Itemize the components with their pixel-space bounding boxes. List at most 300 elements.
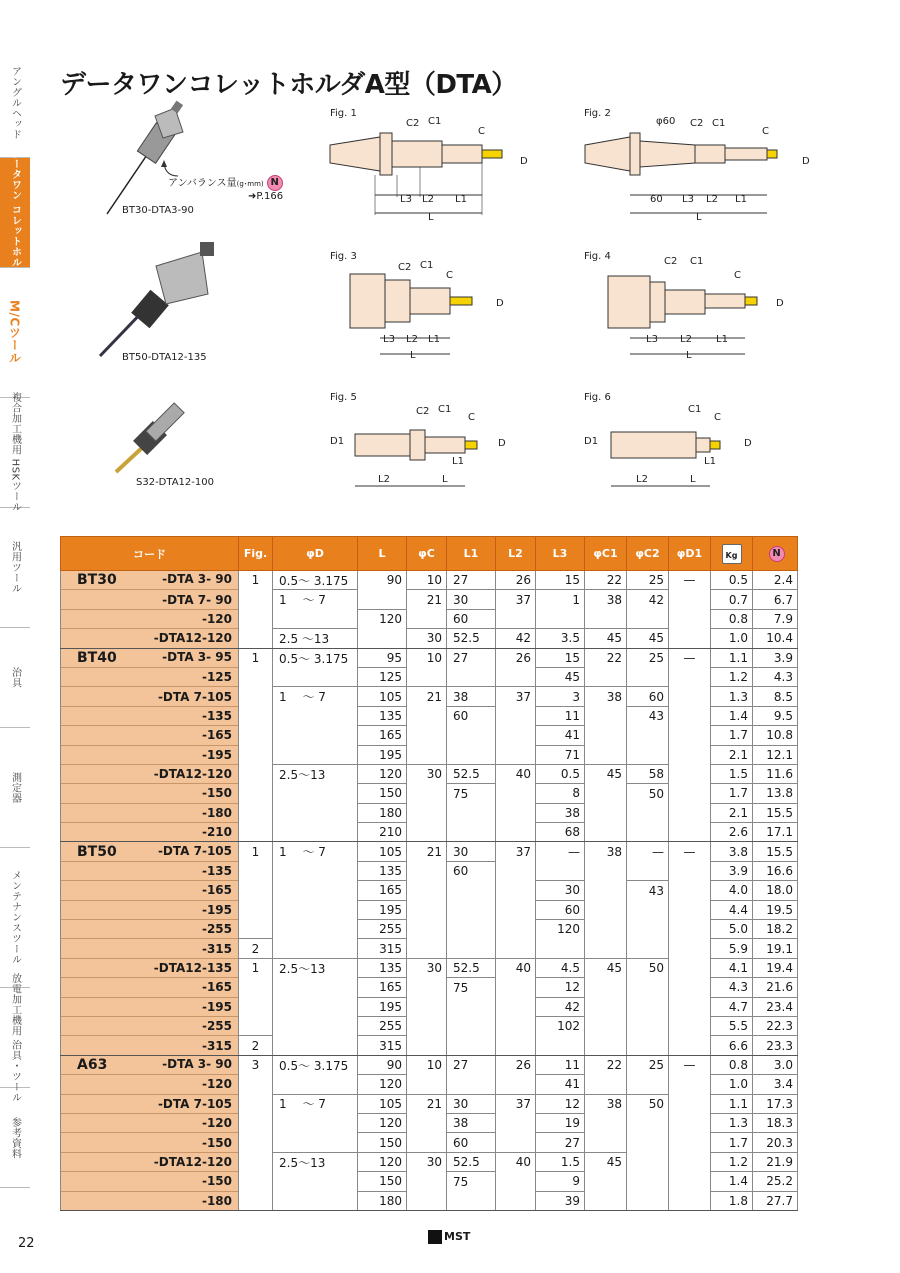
cell-l3: 1.5 bbox=[536, 1152, 585, 1171]
table-row bbox=[61, 803, 798, 822]
side-tab-2[interactable] bbox=[0, 268, 30, 398]
cell-c1 bbox=[585, 609, 627, 628]
cell-c1 bbox=[585, 745, 627, 764]
cell-fig bbox=[239, 629, 273, 648]
cell-L: 90 bbox=[358, 1055, 407, 1074]
cell-fig: 2 bbox=[239, 939, 273, 958]
cell-l1: 75 bbox=[447, 784, 496, 803]
cell-c: 30 bbox=[407, 1152, 447, 1171]
side-tab-3[interactable] bbox=[0, 392, 30, 513]
cell-d: 0.5～ 3.175 bbox=[273, 571, 358, 590]
fig2-phi60: φ60 bbox=[656, 116, 676, 127]
cell-n: 20.3 bbox=[753, 1133, 798, 1152]
cell-l2 bbox=[496, 920, 536, 939]
cell-code: -DTA 7-105 bbox=[61, 687, 239, 706]
cell-c2: 50 bbox=[627, 958, 669, 977]
table-row bbox=[61, 1016, 798, 1035]
cell-kg: 1.2 bbox=[711, 667, 753, 686]
side-tab-1[interactable] bbox=[0, 147, 30, 278]
cell-d bbox=[273, 920, 358, 939]
cell-c bbox=[407, 726, 447, 745]
side-tab-8[interactable] bbox=[0, 972, 30, 1103]
col-c: φC bbox=[407, 537, 447, 571]
cell-l1 bbox=[447, 726, 496, 745]
fig3-c: C bbox=[446, 270, 453, 281]
cell-fig bbox=[239, 920, 273, 939]
product-photo-s32 bbox=[110, 398, 200, 476]
fig5-l1: L1 bbox=[452, 456, 464, 467]
cell-d1: — bbox=[669, 571, 711, 590]
cell-n: 21.6 bbox=[753, 978, 798, 997]
table-row bbox=[61, 667, 798, 686]
cell-kg: 1.1 bbox=[711, 1094, 753, 1113]
cell-L: 90 bbox=[358, 571, 407, 590]
table-row bbox=[61, 1075, 798, 1094]
cell-n: 7.9 bbox=[753, 609, 798, 628]
cell-kg: 4.0 bbox=[711, 881, 753, 900]
fig-label-6: Fig. 6 bbox=[584, 392, 611, 403]
cell-d1 bbox=[669, 958, 711, 977]
table-row bbox=[61, 745, 798, 764]
cell-c1: 38 bbox=[585, 590, 627, 609]
cell-c1 bbox=[585, 939, 627, 958]
cell-l1 bbox=[447, 997, 496, 1016]
cell-code: BT50 -DTA 7-105 bbox=[61, 842, 239, 861]
cell-code: -150 bbox=[61, 1133, 239, 1152]
cell-d bbox=[273, 784, 358, 803]
cell-d1 bbox=[669, 590, 711, 609]
cell-n: 12.1 bbox=[753, 745, 798, 764]
cell-d: 2.5 ～13 bbox=[273, 629, 358, 648]
cell-d bbox=[273, 803, 358, 822]
cell-c1 bbox=[585, 920, 627, 939]
cell-c1 bbox=[585, 978, 627, 997]
cell-n: 10.8 bbox=[753, 726, 798, 745]
cell-c1 bbox=[585, 1036, 627, 1055]
cell-c2 bbox=[627, 1191, 669, 1210]
cell-l1 bbox=[447, 1036, 496, 1055]
cell-c2 bbox=[627, 920, 669, 939]
fig6-c1: C1 bbox=[688, 404, 702, 415]
cell-l1 bbox=[447, 803, 496, 822]
cell-c bbox=[407, 706, 447, 725]
cell-kg: 1.4 bbox=[711, 706, 753, 725]
cell-kg: 4.1 bbox=[711, 958, 753, 977]
cell-code: -150 bbox=[61, 784, 239, 803]
logo-mark-icon bbox=[428, 1230, 442, 1244]
fig6-l: L bbox=[690, 474, 696, 485]
side-tab-5[interactable] bbox=[0, 628, 30, 728]
cell-code: BT40 -DTA 3- 95 bbox=[61, 648, 239, 667]
cell-c2 bbox=[627, 1152, 669, 1171]
cell-code: -135 bbox=[61, 706, 239, 725]
cell-fig bbox=[239, 784, 273, 803]
cell-l3: 27 bbox=[536, 1133, 585, 1152]
cell-code: -125 bbox=[61, 667, 239, 686]
table-row bbox=[61, 1113, 798, 1132]
cell-l3: 120 bbox=[536, 920, 585, 939]
cell-code: -120 bbox=[61, 1113, 239, 1132]
photo-caption-s32: S32-DTA12-100 bbox=[136, 477, 214, 488]
cell-l2 bbox=[496, 823, 536, 842]
cell-d bbox=[273, 706, 358, 725]
col-l3: L3 bbox=[536, 537, 585, 571]
cell-d bbox=[273, 1133, 358, 1152]
cell-L: 150 bbox=[358, 1172, 407, 1191]
page-reference: ➜P.166 bbox=[248, 191, 284, 202]
cell-l1: 75 bbox=[447, 978, 496, 997]
cell-d bbox=[273, 978, 358, 997]
cell-l3: 30 bbox=[536, 881, 585, 900]
cell-L: 120 bbox=[358, 609, 407, 628]
fig-6-diagram bbox=[596, 410, 761, 490]
cell-c2: 25 bbox=[627, 648, 669, 667]
cell-d1 bbox=[669, 920, 711, 939]
product-photo-bt50 bbox=[92, 238, 222, 360]
cell-kg: 2.6 bbox=[711, 823, 753, 842]
cell-d1 bbox=[669, 1036, 711, 1055]
cell-l1 bbox=[447, 823, 496, 842]
cell-c: 21 bbox=[407, 687, 447, 706]
fig3-d: D bbox=[496, 298, 504, 309]
cell-d1 bbox=[669, 900, 711, 919]
page-title: データワンコレットホルダA型（DTA） bbox=[60, 70, 517, 100]
cell-d1 bbox=[669, 881, 711, 900]
fig4-l: L bbox=[686, 350, 692, 361]
cell-l1 bbox=[447, 745, 496, 764]
cell-d1 bbox=[669, 1075, 711, 1094]
cell-d bbox=[273, 1191, 358, 1210]
cell-code: A63 -DTA 3- 90 bbox=[61, 1055, 239, 1074]
cell-l2: 40 bbox=[496, 1152, 536, 1171]
cell-c1 bbox=[585, 1191, 627, 1210]
cell-c1 bbox=[585, 1016, 627, 1035]
cell-n: 18.3 bbox=[753, 1113, 798, 1132]
cell-fig bbox=[239, 764, 273, 783]
cell-l1: 27 bbox=[447, 1055, 496, 1074]
cell-n: 2.4 bbox=[753, 571, 798, 590]
cell-l2 bbox=[496, 939, 536, 958]
fig3-l1: L1 bbox=[428, 334, 440, 345]
cell-c: 21 bbox=[407, 590, 447, 609]
cell-kg: 5.0 bbox=[711, 920, 753, 939]
cell-n: 18.0 bbox=[753, 881, 798, 900]
cell-L: 210 bbox=[358, 823, 407, 842]
cell-c2 bbox=[627, 1075, 669, 1094]
fig5-l: L bbox=[442, 474, 448, 485]
cell-l2: 37 bbox=[496, 1094, 536, 1113]
cell-c2: 43 bbox=[627, 881, 669, 900]
cell-c2: 60 bbox=[627, 687, 669, 706]
cell-c bbox=[407, 609, 447, 628]
cell-code: -180 bbox=[61, 1191, 239, 1210]
cell-d1 bbox=[669, 997, 711, 1016]
cell-d1 bbox=[669, 784, 711, 803]
cell-d: 2.5～13 bbox=[273, 764, 358, 783]
table-row bbox=[61, 1172, 798, 1191]
cell-l2 bbox=[496, 1113, 536, 1132]
cell-d1 bbox=[669, 861, 711, 880]
cell-kg: 3.9 bbox=[711, 861, 753, 880]
cell-L: 255 bbox=[358, 920, 407, 939]
cell-l3: 12 bbox=[536, 1094, 585, 1113]
table-row bbox=[61, 629, 798, 648]
cell-l3: 41 bbox=[536, 726, 585, 745]
cell-l1: 60 bbox=[447, 609, 496, 628]
cell-l1 bbox=[447, 939, 496, 958]
side-tab-4[interactable] bbox=[0, 508, 30, 628]
cell-l2 bbox=[496, 861, 536, 880]
cell-c bbox=[407, 823, 447, 842]
cell-kg: 1.1 bbox=[711, 648, 753, 667]
cell-fig bbox=[239, 745, 273, 764]
cell-l2: 26 bbox=[496, 571, 536, 590]
cell-kg: 4.7 bbox=[711, 997, 753, 1016]
cell-l2 bbox=[496, 1172, 536, 1191]
cell-fig: 1 bbox=[239, 958, 273, 977]
cell-l3 bbox=[536, 1036, 585, 1055]
cell-fig bbox=[239, 881, 273, 900]
cell-d1 bbox=[669, 745, 711, 764]
cell-L: 150 bbox=[358, 1133, 407, 1152]
cell-code: -DTA 7-105 bbox=[61, 1094, 239, 1113]
cell-L: 315 bbox=[358, 1036, 407, 1055]
cell-d1 bbox=[669, 803, 711, 822]
cell-d1 bbox=[669, 687, 711, 706]
col-l1: L1 bbox=[447, 537, 496, 571]
table-row bbox=[61, 823, 798, 842]
fig-label-1: Fig. 1 bbox=[330, 108, 357, 119]
cell-kg: 0.8 bbox=[711, 1055, 753, 1074]
fig2-l2: L2 bbox=[706, 194, 718, 205]
cell-l1: 60 bbox=[447, 861, 496, 880]
side-tab-7[interactable] bbox=[0, 848, 30, 988]
cell-l2 bbox=[496, 706, 536, 725]
cell-l1: 38 bbox=[447, 1113, 496, 1132]
cell-l2: 37 bbox=[496, 687, 536, 706]
cell-d bbox=[273, 939, 358, 958]
cell-code: -DTA12-120 bbox=[61, 629, 239, 648]
cell-d1 bbox=[669, 1152, 711, 1171]
cell-l2 bbox=[496, 1133, 536, 1152]
table-row bbox=[61, 648, 798, 667]
cell-L: 165 bbox=[358, 881, 407, 900]
fig3-l3: L3 bbox=[383, 334, 395, 345]
cell-d bbox=[273, 667, 358, 686]
cell-c2: 25 bbox=[627, 1055, 669, 1074]
cell-fig bbox=[239, 706, 273, 725]
cell-c bbox=[407, 881, 447, 900]
cell-L: 125 bbox=[358, 667, 407, 686]
fig2-l1: L1 bbox=[735, 194, 747, 205]
cell-code: -165 bbox=[61, 726, 239, 745]
cell-c: 10 bbox=[407, 571, 447, 590]
fig4-c1: C1 bbox=[690, 256, 704, 267]
cell-c2 bbox=[627, 1113, 669, 1132]
table-row bbox=[61, 1094, 798, 1113]
cell-d1 bbox=[669, 823, 711, 842]
cell-L: 135 bbox=[358, 861, 407, 880]
col-c1: φC1 bbox=[585, 537, 627, 571]
table-row bbox=[61, 1055, 798, 1074]
table-row bbox=[61, 764, 798, 783]
side-tab-6[interactable] bbox=[0, 728, 30, 848]
cell-L: 315 bbox=[358, 939, 407, 958]
fig-3-diagram bbox=[340, 262, 520, 367]
cell-d: 0.5～ 3.175 bbox=[273, 648, 358, 667]
fig6-c: C bbox=[714, 412, 721, 423]
cell-c2 bbox=[627, 823, 669, 842]
cell-d: 2.5～13 bbox=[273, 958, 358, 977]
table-row bbox=[61, 861, 798, 880]
side-tab-label: 参考資料 bbox=[9, 1116, 21, 1159]
cell-kg: 1.0 bbox=[711, 1075, 753, 1094]
cell-l3: 0.5 bbox=[536, 764, 585, 783]
cell-d1 bbox=[669, 667, 711, 686]
cell-kg: 0.5 bbox=[711, 571, 753, 590]
cell-c2 bbox=[627, 939, 669, 958]
cell-n: 25.2 bbox=[753, 1172, 798, 1191]
fig5-d1: D1 bbox=[330, 436, 345, 447]
cell-l1: 60 bbox=[447, 706, 496, 725]
cell-l1 bbox=[447, 667, 496, 686]
table-row bbox=[61, 1191, 798, 1210]
cell-L: 120 bbox=[358, 764, 407, 783]
cell-L: 165 bbox=[358, 978, 407, 997]
cell-l2: 40 bbox=[496, 958, 536, 977]
side-tab-label: アングルヘッド bbox=[9, 65, 21, 140]
cell-c2: 50 bbox=[627, 784, 669, 803]
side-tab-label: M/Cツール bbox=[7, 300, 22, 365]
cell-c bbox=[407, 978, 447, 997]
cell-fig bbox=[239, 687, 273, 706]
cell-c1 bbox=[585, 1075, 627, 1094]
fig6-l1: L1 bbox=[704, 456, 716, 467]
fig4-l1: L1 bbox=[716, 334, 728, 345]
cell-l3 bbox=[536, 609, 585, 628]
cell-l2 bbox=[496, 1016, 536, 1035]
cell-c2 bbox=[627, 745, 669, 764]
col-balance bbox=[753, 537, 798, 571]
cell-c2 bbox=[627, 1036, 669, 1055]
side-tab-label: メンテナンスツール bbox=[9, 870, 21, 965]
cell-c bbox=[407, 803, 447, 822]
fig4-c2: C2 bbox=[664, 256, 678, 267]
cell-kg: 4.3 bbox=[711, 978, 753, 997]
cell-c2 bbox=[627, 978, 669, 997]
cell-L: 105 bbox=[358, 1094, 407, 1113]
cell-code: -195 bbox=[61, 900, 239, 919]
cell-kg: 1.3 bbox=[711, 687, 753, 706]
col-fig: Fig. bbox=[239, 537, 273, 571]
cell-c bbox=[407, 861, 447, 880]
cell-c bbox=[407, 667, 447, 686]
cell-d1 bbox=[669, 629, 711, 648]
cell-n: 9.5 bbox=[753, 706, 798, 725]
cell-c1 bbox=[585, 1133, 627, 1152]
cell-l3: 39 bbox=[536, 1191, 585, 1210]
side-tab-label: 治具 bbox=[9, 667, 21, 688]
table-row bbox=[61, 609, 798, 628]
cell-d bbox=[273, 1113, 358, 1132]
cell-c1: 45 bbox=[585, 629, 627, 648]
cell-l3: 3.5 bbox=[536, 629, 585, 648]
cell-c bbox=[407, 784, 447, 803]
cell-d1: — bbox=[669, 842, 711, 861]
cell-kg: 6.6 bbox=[711, 1036, 753, 1055]
cell-d1 bbox=[669, 1191, 711, 1210]
fig2-d: D bbox=[802, 156, 810, 167]
col-c2: φC2 bbox=[627, 537, 669, 571]
fig4-l2: L2 bbox=[680, 334, 692, 345]
table-row bbox=[61, 687, 798, 706]
cell-d: 1 ～ 7 bbox=[273, 590, 358, 609]
cell-c2 bbox=[627, 997, 669, 1016]
cell-l3: 41 bbox=[536, 1075, 585, 1094]
cell-c1: 38 bbox=[585, 1094, 627, 1113]
cell-l1: 30 bbox=[447, 1094, 496, 1113]
cell-d: 1 ～ 7 bbox=[273, 1094, 358, 1113]
cell-l3: 9 bbox=[536, 1172, 585, 1191]
cell-c: 30 bbox=[407, 629, 447, 648]
cell-l2: 42 bbox=[496, 629, 536, 648]
cell-code: -315 bbox=[61, 939, 239, 958]
cell-n: 18.2 bbox=[753, 920, 798, 939]
fig1-c: C bbox=[478, 126, 485, 137]
side-tab-9[interactable] bbox=[0, 1088, 30, 1188]
cell-kg: 0.8 bbox=[711, 609, 753, 628]
cell-fig bbox=[239, 609, 273, 628]
cell-n: 19.5 bbox=[753, 900, 798, 919]
cell-l3 bbox=[536, 861, 585, 880]
cell-kg: 1.4 bbox=[711, 1172, 753, 1191]
cell-l3: 3 bbox=[536, 687, 585, 706]
cell-l2 bbox=[496, 803, 536, 822]
fig3-c1: C1 bbox=[420, 260, 434, 271]
fig1-c1: C1 bbox=[428, 116, 442, 127]
cell-fig: 1 bbox=[239, 571, 273, 590]
cell-c1: 22 bbox=[585, 1055, 627, 1074]
fig-5-diagram bbox=[340, 410, 505, 490]
cell-l2 bbox=[496, 997, 536, 1016]
cell-c bbox=[407, 1172, 447, 1191]
balance-badge: N bbox=[267, 175, 283, 191]
cell-kg: 1.7 bbox=[711, 784, 753, 803]
cell-d1 bbox=[669, 978, 711, 997]
spec-table bbox=[60, 536, 798, 1211]
cell-c: 30 bbox=[407, 764, 447, 783]
cell-c2 bbox=[627, 1016, 669, 1035]
fig2-l: L bbox=[696, 212, 702, 223]
cell-kg: 1.8 bbox=[711, 1191, 753, 1210]
side-tab-label: 放電加工機用 治具・ツール bbox=[9, 972, 21, 1103]
cell-code: -DTA12-135 bbox=[61, 958, 239, 977]
fig2-c: C bbox=[762, 126, 769, 137]
cell-n: 3.4 bbox=[753, 1075, 798, 1094]
cell-d: 1 ～ 7 bbox=[273, 842, 358, 861]
cell-L: 180 bbox=[358, 1191, 407, 1210]
cell-fig: 1 bbox=[239, 648, 273, 667]
cell-c1 bbox=[585, 803, 627, 822]
cell-l2 bbox=[496, 900, 536, 919]
cell-code: -DTA 7- 90 bbox=[61, 590, 239, 609]
cell-L: 195 bbox=[358, 900, 407, 919]
cell-n: 19.4 bbox=[753, 958, 798, 977]
cell-kg: 1.3 bbox=[711, 1113, 753, 1132]
side-tab-0[interactable] bbox=[0, 48, 30, 158]
cell-d: 0.5～ 3.175 bbox=[273, 1055, 358, 1074]
cell-c2 bbox=[627, 861, 669, 880]
